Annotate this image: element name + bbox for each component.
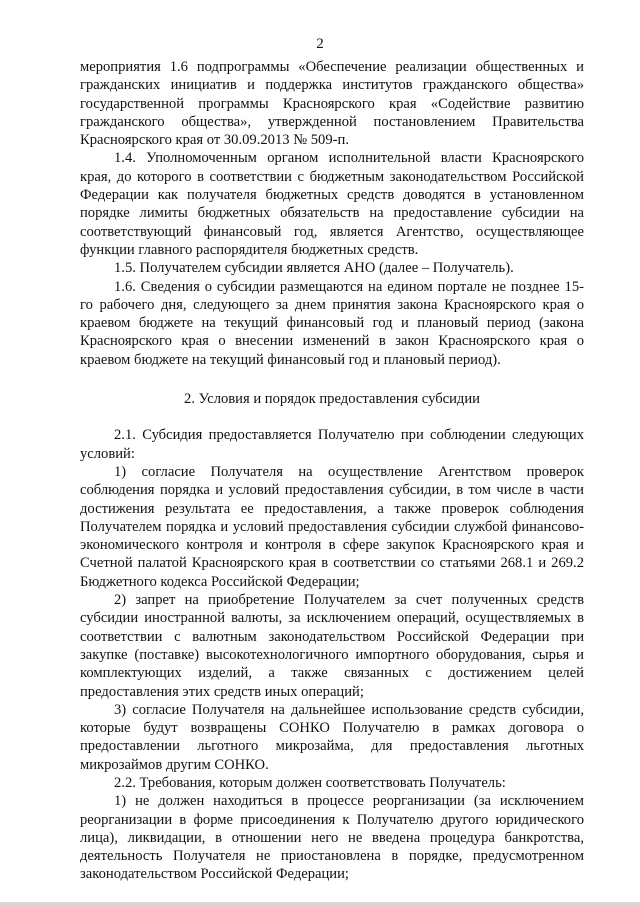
paragraph-program-reference: мероприятия 1.6 подпрограммы «Обеспечение реализации общественных и гражданских инициатив и поддержка институтов гражданского общества» государственной программы Красноярского края «Содействие развитию гражданского общества», утвержденной постановлением Правительства Красноярского края от 30.09.2013 № 509-п. xyxy=(80,59,584,149)
list-item-2-1-3: 3) согласие Получателя на дальнейшее использование средств субсидии, которые будут возвращены СОНКО Получателю в рамках договора о предоставлении льготного микрозайма, для предоставления льготных микрозаймов другим СОНКО. xyxy=(80,701,584,773)
paragraph-2-1: 2.1. Субсидия предоставляется Получателю при соблюдении следующих условий: xyxy=(80,427,584,462)
list-item-2-1-1: 1) согласие Получателя на осуществление Агентством проверок соблюдения порядка и условий предоставления субсидии, в том числе в части достижения результата ее предоставления, а также проверок соблюдения Получателем порядка и условий предоставления субсидии службой финансово-экономического контроля и контроля в сфере закупок Красноярского края и Счетной палатой Красноярского края в соответствии со статьями 268.1 и 269.2 Бюджетного кодекса Российской Федерации; xyxy=(80,463,584,590)
list-item-2-2-1: 1) не должен находиться в процессе реорганизации (за исключением реорганизации в форме присоединения к Получателю другого юридического лица), ликвидации, в отношении него не введена процедура банкротства, деятельность Получателя не приостановлена в порядке, предусмотренном законодательством Российской Федерации; xyxy=(80,793,584,883)
paragraph-1-6: 1.6. Сведения о субсидии размещаются на едином портале не позднее 15-го рабочего дня, следующего за днем принятия закона Красноярского края о краевом бюджете на текущий финансовый год и плановый период (закона Красноярского края о внесении изменений в закон Красноярского края о краевом бюджете на текущий финансовый год и плановый период). xyxy=(80,278,584,368)
list-item-2-1-2: 2) запрет на приобретение Получателем за счет полученных средств субсидии иностранной валюты, за исключением операций, осуществляемых в соответствии с валютным законодательством Российской Федерации при закупке (поставке) высокотехнологичного импортного оборудования, сырья и комплектующих изделий, а также связанных с достижением целей предоставления этих средств иных операций; xyxy=(80,592,584,700)
paragraph-1-4: 1.4. Уполномоченным органом исполнительной власти Красноярского края, до которого в соответствии с бюджетным законодательством Российской Федерации как получателя бюджетных средств доводятся в установленном порядке лимиты бюджетных обязательств на предоставление субсидии на соответствующий финансовый год, является Агентство, осуществляющее функции главного распорядителя бюджетных средств. xyxy=(80,150,584,258)
paragraph-2-2: 2.2. Требования, которым должен соответствовать Получатель: xyxy=(114,774,506,791)
document-body xyxy=(80,58,584,884)
section-heading: 2. Условия и порядок предоставления субсидии xyxy=(184,391,480,408)
paragraph-1-5: 1.5. Получателем субсидии является АНО (далее – Получатель). xyxy=(114,260,514,277)
page-number: 2 xyxy=(316,36,324,52)
